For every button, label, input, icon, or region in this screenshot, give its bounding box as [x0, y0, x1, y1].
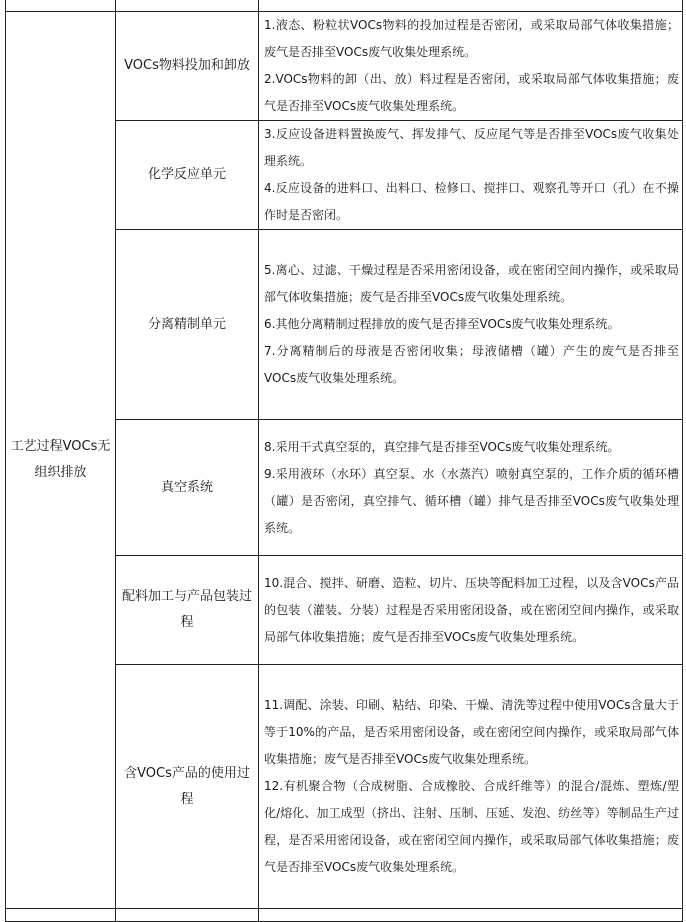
table-row-bottom-partial [6, 909, 683, 922]
items-cell [259, 665, 683, 909]
unit-label: 配料加工与产品包装过程 [122, 589, 253, 630]
cell-top-left [6, 0, 116, 12]
check-item: 6.其他分离精制过程排放的废气是否排至VOCs废气收集处理系统。 [264, 317, 620, 331]
cell-top-middle [116, 0, 259, 12]
unit-label: VOCs物料投加和卸放 [124, 58, 250, 73]
unit-label: 真空系统 [160, 479, 213, 495]
unit-label: 分离精制单元 [147, 316, 226, 332]
check-item: 8.采用干式真空泵的，真空排气是否排至VOCs废气收集处理系统。 [264, 439, 620, 454]
check-item: 3.反应设备进料置换废气、挥发排气、反应尾气等是否排至VOCs废气收集处理系统。 [264, 127, 679, 168]
check-item: 12.有机聚合物（合成树脂、合成橡胶、合成纤维等）的混合/混炼、塑炼/塑化/熔化、加工成型（挤出、注射、压制、压延、发泡、纺丝等）等制品生产过程，是否采用密闭设备，或在密闭空间内操作，或采取局部气体收集措施；废气是否排至VOCs废气收集处理系统。 [264, 779, 679, 874]
unit-label: 化学反应单元 [147, 167, 226, 182]
cell-bottom-right [259, 909, 683, 922]
check-item: 9.采用液环（水环）真空泵、水（水蒸汽）喷射真空泵的，工作介质的循环槽（罐）是否密闭，真空排气、循环槽（罐）排气是否排至VOCs废气收集处理系统。 [264, 466, 679, 535]
items-cell [259, 12, 683, 121]
unit-label: 含VOCs产品的使用过程 [124, 765, 250, 807]
table-row [6, 12, 683, 121]
unit-cell [116, 665, 259, 909]
unit-cell [116, 230, 259, 420]
items-cell [259, 230, 683, 420]
cell-bottom-middle [116, 909, 259, 922]
check-item: 2.VOCs物料的卸（出、放）料过程是否密闭，或采取局部气体收集措施；废气是否排至VOCs废气收集处理系统。 [264, 72, 679, 113]
items-cell [259, 556, 683, 665]
category-cell [6, 12, 116, 909]
items-cell [259, 121, 683, 230]
unit-cell [116, 420, 259, 556]
unit-cell [116, 121, 259, 230]
unit-cell [116, 556, 259, 665]
check-item: 11.调配、涂装、印刷、粘结、印染、干燥、清洗等过程中使用VOCs含量大于等于10%的产品，是否采用密闭设备，或在密闭空间内操作，或采取局部气体收集措施；废气是否排至VOCs废气收集处理系统。 [264, 698, 679, 766]
cell-bottom-left [6, 909, 116, 922]
items-cell [259, 420, 683, 556]
table-row-top-partial [6, 0, 683, 12]
unit-cell [116, 12, 259, 121]
category-label: 工艺过程VOCs无组织排放 [10, 439, 111, 480]
cell-top-right [259, 0, 683, 12]
check-item: 4.反应设备的进料口、出料口、检修口、搅拌口、观察孔等开口（孔）在不操作时是否密闭。 [264, 181, 679, 222]
check-item: 1.液态、粉粒状VOCs物料的投加过程是否密闭，或采取局部气体收集措施；废气是否排至VOCs废气收集处理系统。 [264, 18, 679, 59]
check-item: 10.混合、搅拌、研磨、造粒、切片、压块等配料加工过程，以及含VOCs产品的包装（灌装、分装）过程是否采用密闭设备，或在密闭空间内操作，或采取局部气体收集措施；废气是否排至VOCs废气收集处理系统。 [264, 575, 679, 644]
check-item: 5.离心、过滤、干燥过程是否采用密闭设备，或在密闭空间内操作，或采取局部气体收集措施；废气是否排至VOCs废气收集处理系统。 [264, 263, 679, 304]
check-item: 7.分离精制后的母液是否密闭收集；母液储槽（罐）产生的废气是否排至VOCs废气收集处理系统。 [264, 344, 679, 385]
inspection-table [5, 0, 683, 922]
